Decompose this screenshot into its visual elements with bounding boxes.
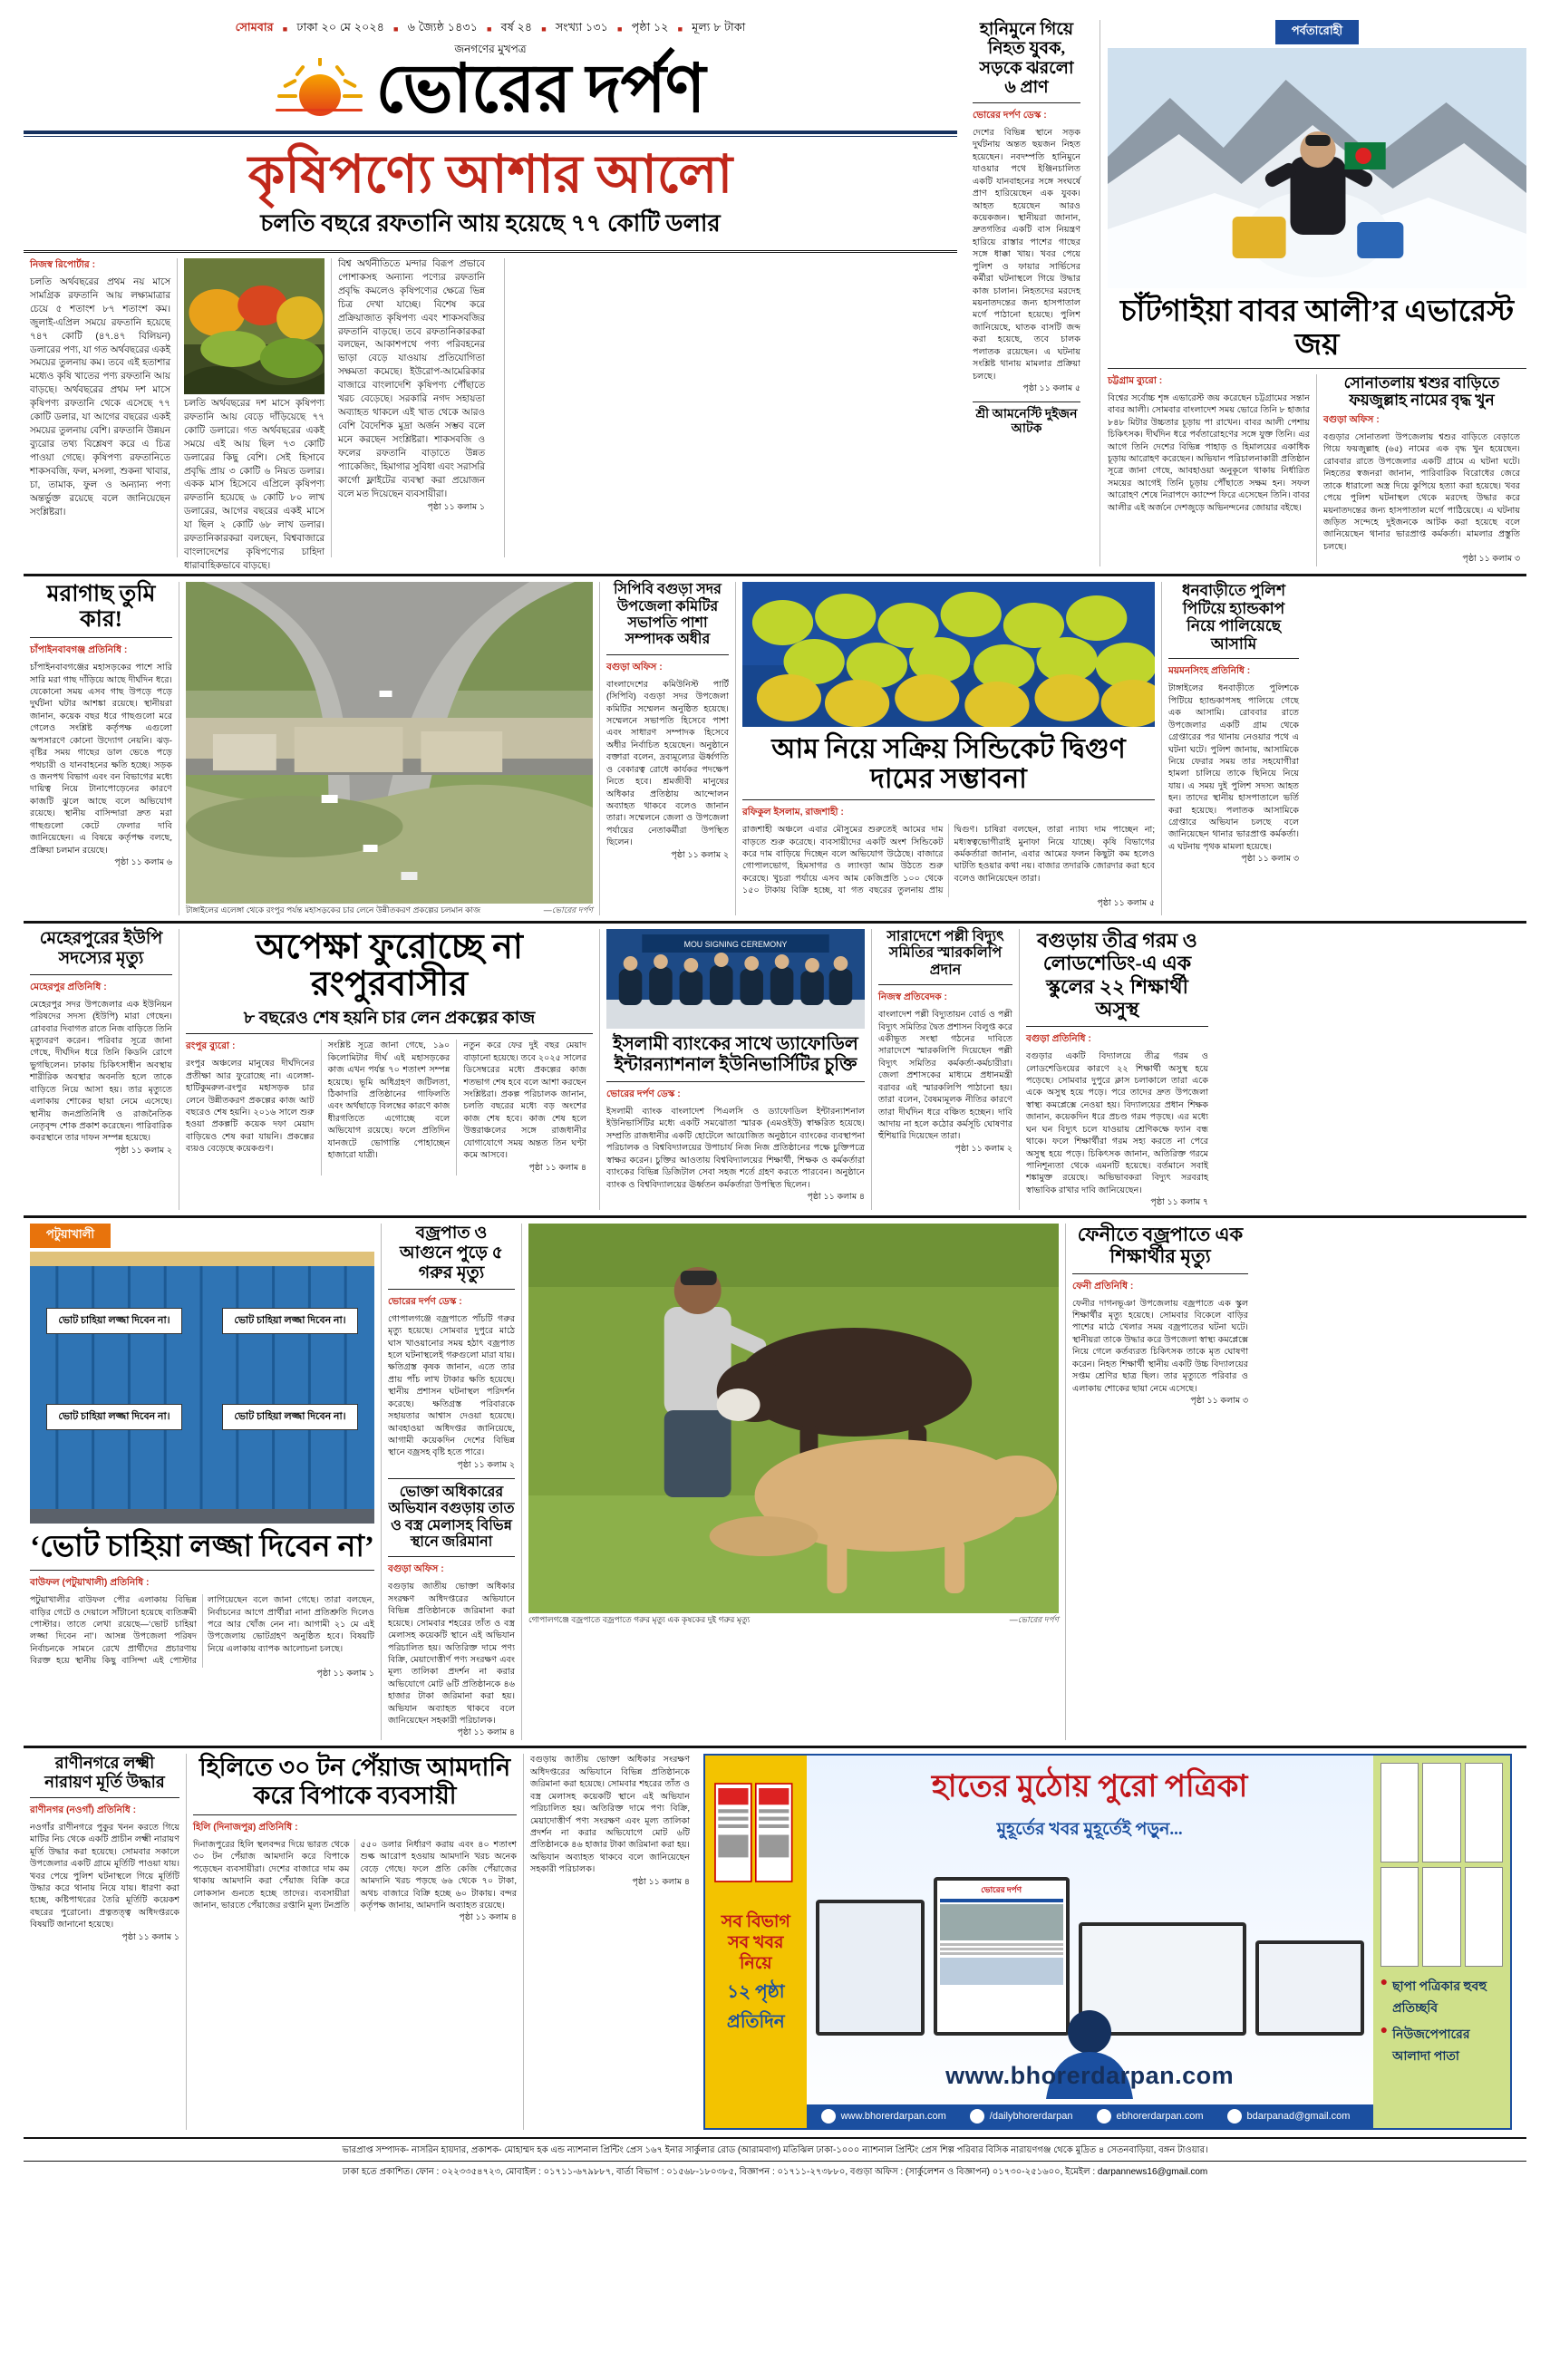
- sonatala-headline: সোনাতলায় শ্বশুর বাড়িতে ফয়জুল্লাহ নামের বৃদ্ধ খুন: [1343, 373, 1500, 410]
- dateline-sep-icon: ■: [393, 24, 399, 34]
- advertisement[interactable]: [696, 1754, 1512, 2130]
- feni-story: [1066, 1224, 1255, 1740]
- islami-headline: ইসলামী ব্যাংকের সাথে ড্যাফোডিল ইন্টারন্যাশনাল ইউনিভার্সিটির চুক্তি: [613, 1034, 858, 1076]
- moragach-story: [24, 582, 179, 915]
- social-text-4: bdarpanad@gmail.com: [1246, 2111, 1351, 2123]
- cpb-jump[interactable]: পৃষ্ঠা ১১ কলাম ২: [671, 849, 729, 860]
- patuakhali-story: [24, 1224, 382, 1740]
- patuakhali-text: পটুয়াখালীর বাউফল পৌর এলাকায় বিভিন্ন বাড়ির গেটে ও দেয়ালে সাঁটানো হয়েছে ব্যতিক্রমী পোস্টার। তাতে লেখা রয়েছে—‘ভোট চাহিয়া লজ্জা দিবেন না’। আসন্ন উপজেলা পরিষদ নির্বাচনকে সামনে রেখে প্রার্থীদের প্রচারণায় বিরক্ত হয়ে স্থানীয় কিছু বাসিন্দা এই পোস্টার লাগিয়েছেন বলে জানা গেছে। তারা বলছেন, নির্বাচনের আগে প্রার্থীরা নানা প্রতিশ্রুতি দিলেও পরে আর খোঁজ নেন না। আগামী ২১ মে এই উপজেলায় ভোটগ্রহণ অনুষ্ঠিত হবে। বিষয়টি নিয়ে এলাকায় ব্যাপক আলোচনা চলছে।: [30, 1595, 374, 1667]
- bridge-caption: [186, 904, 593, 915]
- everest-story: [1100, 20, 1526, 566]
- lead-text-3: বিশ্ব অর্থনীতিতে মন্দার বিরূপ প্রভাবে পোশাকসহ অন্যান্য পণ্যের রফতানি প্রবৃদ্ধি কমলেও কৃষিপণ্যের ক্ষেত্রে ভিন্ন চিত্র দেখা যাচ্ছে। বিশেষ করে প্রক্রিয়াজাত কৃষিপণ্য এবং শাকসবজির রফতানি বাড়ছে। তবে রফতানিকারকরা বলছেন, আকাশপথে পণ্য পরিবহনের ভাড়া বেড়ে যাওয়ায় প্রতিযোগিতা সক্ষমতা কমেছে। ইউরোপ-আমেরিকার বাজারে বাংলাদেশি কৃষিপণ্য পৌঁছাতে খরচ বেড়েছে। সরকারি নগদ সহায়তা অব্যাহত থাকলে এই খাত থেকে আরও বেশি বৈদেশিক মুদ্রা অর্জন সম্ভব বলে মনে করছেন সংশ্লিষ্টরা। শাকসবজি ও ফলের রফতানি বাড়াতে উন্নত প্যাকেজিং, হিমাগার সুবিধা এবং সরাসরি কার্গো ফ্লাইটের ব্যবস্থা করা প্রয়োজন বলে মত দিয়েছেন ব্যবসায়ীরা।: [338, 258, 485, 499]
- ranitinagar-text: নওগাঁর রাণীনগরে পুকুর খনন করতে গিয়ে মাটির নিচ থেকে একটি প্রাচীন লক্ষ্মী নারায়ণ মূর্তি উদ্ধার করা হয়েছে। সোমবার সকালে উপজেলার একটি গ্রামে মূর্তিটি পাওয়া যায়। খবর পেয়ে পুলিশ ঘটনাস্থলে গিয়ে মূর্তিটি উদ্ধার করে থানায় নিয়ে যায়। ধারণা করা হচ্ছে, কষ্টিপাথরের তৈরি মূর্তিটি কয়েকশ বছরের পুরোনো। প্রত্নতত্ত্ব অধিদপ্তরকে বিষয়টি জানানো হয়েছে।: [30, 1822, 179, 1930]
- social-facebook-2[interactable]: [970, 2109, 1073, 2124]
- rangpur-story: [179, 929, 600, 1210]
- mango-text: রাজশাহী অঞ্চলে এবার মৌসুমের শুরুতেই আমের দাম বাড়তে শুরু করেছে। ব্যবসায়ীদের একটি অংশ সিন্ডিকেট করে দাম বাড়িয়ে দিচ্ছেন বলে অভিযোগ উঠেছে। বাজারে গোপালভোগ, হিমসাগর ও ল্যাংড়া আম উঠতে শুরু করেছে। খুচরা পর্যায়ে এসব আম কেজিপ্রতি ১০০ থেকে ১৫০ টাকায় বিক্রি হচ্ছে, যা গত বছরের তুলনায় প্রায় দ্বিগুণ। চাষিরা বলছেন, তারা ন্যায্য দাম পাচ্ছেন না; মধ্যস্বত্বভোগীরাই মুনাফা নিয়ে যাচ্ছে। কৃষি বিভাগের কর্মকর্তারা জানান, এবার আমের ফলন কিছুটা কম হলেও ঘাটতি হওয়ার কথা নয়। বাজার তদারকি জোরদার করা হবে বলেও জানিয়েছেন তারা।: [742, 825, 1155, 896]
- everest-headline: চাঁটগাইয়া বাবর আলী’র এভারেস্ট জয়: [1119, 295, 1515, 362]
- palli-text: বাংলাদেশ পল্লী বিদ্যুতায়ন বোর্ড ও পল্লী বিদ্যুৎ সমিতির দ্বৈত প্রশাসন বিলুপ্ত করে একীভূত সংস্থা গঠনের দাবিতে সারাদেশে স্মারকলিপি দিয়েছেন পল্লী বিদ্যুৎ সমিতির কর্মকর্তা-কর্মচারীরা। জেলা প্রশাসকের মাধ্যমে প্রধানমন্ত্রী বরাবর এই স্মারকলিপি পাঠানো হয়। তারা বলেন, বৈষম্যমূলক নীতির কারণে তারা দীর্ঘদিন ধরে বঞ্চিত হচ্ছেন। দাবি আদায় না হলে কঠোর কর্মসূচি ঘোষণার হুঁশিয়ারি দিয়েছেন তারা।: [878, 1010, 1012, 1142]
- dateline-year: বর্ষ ২৪: [500, 21, 533, 34]
- bogura-heat-headline: ভোক্তা অধিকারের অভিযান বগুড়ায় তাত ও বস্ত্র মেলাসহ বিভিন্ন স্থানে জরিমানা: [388, 1484, 515, 1551]
- cpb-text: বাংলাদেশের কমিউনিস্ট পার্টি (সিপিবি) বগুড়া সদর উপজেলা কমিটির সম্মেলন অনুষ্ঠিত হয়েছে। সম্মেলনে সভাপতি হিসেবে পাশা এবং সাধারণ সম্পাদক হিসেবে অধীর নির্বাচিত হয়েছেন। অনুষ্ঠানে বক্তারা বলেন, দ্রব্যমূল্যের ঊর্ধ্বগতি ও বেকারত্ব রোধে কার্যকর পদক্ষেপ নিতে হবে। শ্রমজীবী মানুষের অধিকার প্রতিষ্ঠায় আন্দোলন অব্যাহত থাকবে বলেও জানান তারা। সম্মেলনে জেলা ও উপজেলা পর্যায়ের নেতাকর্মীরা উপস্থিত ছিলেন।: [606, 679, 729, 848]
- top-right-block: [957, 20, 1526, 566]
- feni-byline: ফেনী প্রতিনিধি :: [1072, 1280, 1134, 1292]
- lead-col-2: [178, 258, 332, 571]
- ad-url[interactable]: www.bhorerdarpan.com: [945, 2062, 1235, 2090]
- cpb-headline: সিপিবি বগুড়া সদর উপজেলা কমিটির সভাপতি পাশা সম্পাদক অধীর: [613, 582, 722, 648]
- meherpur-text: মেহেরপুর সদর উপজেলার এক ইউনিয়ন পরিষদের সদস্য (ইউপি) মারা গেছেন। রোববার দিবাগত রাতে নিজ বাড়িতে তিনি মৃত্যুবরণ করেন। পরিবার সূত্রে জানা গেছে, দীর্ঘদিন ধরে তিনি কিডনি রোগে ভুগছিলেন। ঢাকায় চিকিৎসাধীন অবস্থায় শারীরিক অবস্থার অবনতি হলে তাকে বাড়িতে নিয়ে আসা হয়। তার মৃত্যুতে এলাকায় শোকের ছায়া নেমে এসেছে। স্থানীয় জনপ্রতিনিধি ও রাজনৈতিক নেতৃবৃন্দ শোক প্রকাশ করেছেন। পারিবারিক কবরস্থানে তার দাফন সম্পন্ন হয়েছে।: [30, 999, 172, 1144]
- mango-story: [736, 582, 1162, 915]
- sonatala-jump[interactable]: পৃষ্ঠা ১১ কলাম ৩: [1462, 554, 1520, 565]
- dateline-sep-icon: ■: [617, 24, 623, 34]
- moragach-byline: চাঁপাইনবাবগঞ্জ প্রতিনিধি :: [30, 644, 128, 656]
- mou-photo: [606, 929, 865, 1029]
- hili-story: [187, 1754, 524, 2130]
- dateline-day: সোমবার: [235, 21, 274, 34]
- cpb-byline: বগুড়া অফিস :: [606, 661, 663, 672]
- ad-left-strip: [705, 1756, 807, 2128]
- feni-headline: ফেনীতে বজ্রপাতে এক শিক্ষার্থীর মৃত্যু: [1077, 1224, 1244, 1268]
- cow-photo-block: [522, 1224, 1066, 1740]
- hanimoon-text: দেশের বিভিন্ন স্থানে সড়ক দুর্ঘটনায় অন্তত ছয়জন নিহত হয়েছেন। নবদম্পতি হানিমুনে যাওয়ার পথে ইঞ্জিনচালিত একটি যানবাহনের সঙ্গে সংঘর্ষে প্রাণ হারিয়েছেন এক যুবক। আহত হয়েছেন আরও কয়েকজন। স্থানীয়রা জানান, দ্রুতগতির একটি বাস নিয়ন্ত্রণ হারিয়ে রাস্তার পাশের গাছের সঙ্গে ধাক্কা খায়। খবর পেয়ে পুলিশ ও ফায়ার সার্ভিসের কর্মীরা ঘটনাস্থলে গিয়ে উদ্ধার কাজ চালান। নিহতদের মরদেহ ময়নাতদন্তের জন্য হাসপাতাল মর্গে পাঠানো হয়েছে। পুলিশ জানিয়েছে, ঘাতক বাসটি জব্দ করা হয়েছে, তবে চালক পলাতক রয়েছেন। এ ঘটনায় সংশ্লিষ্ট থানায় মামলার প্রক্রিয়া চলছে।: [973, 128, 1080, 382]
- bridge-caption-credit: —ভোরের দর্পণ: [543, 905, 593, 915]
- hanimoon-story: [966, 20, 1087, 566]
- bullet-icon: ●: [1380, 2024, 1389, 2038]
- ad-headline: হাতের মুঠোয় পুরো পত্রিকা: [931, 1770, 1248, 1804]
- moragach-headline: মরাগাছ তুমি কার!: [46, 582, 156, 632]
- ranitinagar-story: [24, 1754, 187, 2130]
- bogura-school-byline: বগুড়া প্রতিনিধি :: [1026, 1033, 1091, 1045]
- islami-text: ইসলামী ব্যাংক বাংলাদেশ পিএলসি ও ড্যাফোডিল ইন্টারন্যাশনাল ইউনিভার্সিটির মধ্যে একটি সমঝোতা স্মারক (এমওইউ) স্বাক্ষরিত হয়েছে। সম্প্রতি রাজধানীর একটি হোটেলে আয়োজিত অনুষ্ঠানে ব্যাংকের ব্যবস্থাপনা পরিচালক ও বিশ্ববিদ্যালয়ের উপাচার্য নিজ নিজ প্রতিষ্ঠানের পক্ষে চুক্তিপত্রে স্বাক্ষর করেন। চুক্তির আওতায় বিশ্ববিদ্যালয়ের শিক্ষার্থী, শিক্ষক ও কর্মকর্তারা ব্যাংকের বিভিন্ন ডিজিটাল সেবা সহজ শর্তে গ্রহণ করতে পারবেন। অনুষ্ঠানে ব্যাংক ও বিশ্ববিদ্যালয়ের ঊর্ধ্বতন কর্মকর্তারা উপস্থিত ছিলেন।: [606, 1107, 865, 1190]
- meherpur-story: [24, 929, 179, 1210]
- bogura-heat-text: বগুড়ায় জাতীয় ভোক্তা অধিকার সংরক্ষণ অধিদপ্তরের অভিযানে বিভিন্ন প্রতিষ্ঠানকে জরিমানা করা হয়েছে। সোমবার শহরের তাঁত ও বস্ত্র মেলাসহ কয়েকটি স্থানে এই অভিযান পরিচালিত হয়। অতিরিক্ত দামে পণ্য বিক্রি, মেয়াদোত্তীর্ণ পণ্য সংরক্ষণ এবং মূল্য তালিকা প্রদর্শন না করার অভিযোগে মোট ৬টি প্রতিষ্ঠানকে ৪৬ হাজার টাকা জরিমানা করা হয়। অভিযান অব্যাহত থাকবে বলে জানিয়েছেন সহকারী পরিচালক।: [388, 1582, 515, 1727]
- cow-caption: [528, 1613, 1059, 1625]
- palli-jump[interactable]: পৃষ্ঠা ১১ কলাম ২: [954, 1143, 1012, 1154]
- sonatala-text: বগুড়ার সোনাতলা উপজেলায় শ্বশুর বাড়িতে বেড়াতে গিয়ে ফয়জুল্লাহ (৬৫) নামের এক বৃদ্ধ খুন হয়েছেন। রোববার রাতে উপজেলার একটি গ্রামে এ ঘটনা ঘটে। নিহতের স্বজনরা জানান, পারিবারিক বিরোধের জেরে তাকে ধারালো অস্ত্র দিয়ে কুপিয়ে হত্যা করা হয়েছে। খবর পেয়ে পুলিশ ঘটনাস্থল থেকে মরদেহ উদ্ধার করে ময়নাতদন্তের জন্য হাসপাতাল মর্গে পাঠিয়েছে। এ ঘটনায় জড়িত সন্দেহে দুইজনকে আটক করা হয়েছে বলে জানিয়েছেন থানার ভারপ্রাপ্ত কর্মকর্তা। মামলার প্রস্তুতি চলছে।: [1322, 432, 1520, 552]
- lead-photo: [184, 258, 325, 394]
- hanimoon-jump[interactable]: পৃষ্ঠা ১১ কলাম ৫: [1022, 382, 1080, 393]
- everest-ribbon: পর্বতারোহী: [1275, 20, 1359, 44]
- hanimoon-byline: ভোরের দর্পণ ডেস্ক :: [973, 110, 1047, 121]
- bogura-heat-byline: বগুড়া অফিস :: [388, 1563, 444, 1575]
- rangpur-headline: অপেক্ষা ফুরোচ্ছে না রংপুরবাসীর: [256, 928, 523, 1004]
- ad-subheadline: মুহূর্তের খবর মুহূর্তেই পড়ুন...: [996, 1820, 1183, 1840]
- hanimoon-headline: হানিমুনে গিয়ে নিহত যুবক, সড়কে ঝরলো ৬ প্রাণ: [979, 20, 1074, 97]
- rangpur-subheadline: ৮ বছরেও শেষ হয়নি চার লেন প্রকল্পের কাজ: [243, 1009, 536, 1029]
- rangpur-jump[interactable]: পৃষ্ঠা ১১ কলাম ৪: [528, 1162, 586, 1173]
- ad-center: [807, 1756, 1373, 2128]
- meherpur-jump[interactable]: পৃষ্ঠা ১১ কলাম ২: [114, 1145, 172, 1156]
- ad-phone: [1255, 1940, 1364, 2036]
- band-five-filler: [524, 1754, 696, 2130]
- lead-text-1: চলতি অর্থবছরের প্রথম নয় মাসে সামগ্রিক রফতানি আয় লক্ষ্যমাত্রার চেয়ে ৫ শতাংশ ৮৭ শতাংশ কম। জুলাই-এপ্রিল সময়ে রফতানি হয়েছে ৭৪৭ কোটি (৪৭.৪৭ বিলিয়ন) ডলারের পণ্য, যা গত অর্থবছরের একই সময়ের তুলনায় কম। তবে এই হতাশার মধ্যেও কৃষি খাতের পণ্য রফতানি আয় বাড়ছে। অর্থবছরের প্রথম দশ মাসে কৃষিপণ্য রফতানি থেকে এসেছে ৭৭ কোটি ডলার, যা আগের বছরের একই সময়ের তুলনায় বেশি। রফতানি উন্নয়ন ব্যুরোর তথ্য বিশ্লেষণ করে এ চিত্র পাওয়া গেছে। কৃষিপণ্য রফতানিতে শাকসবজি, ফল, মসলা, শুকনা খাবার, চা, তামাক, ফুল ও অন্যান্য পণ্য অন্তর্ভুক্ত রয়েছে বলে জানিয়েছেন সংশ্লিষ্টরা।: [30, 276, 170, 518]
- social-text-1: www.bhorerdarpan.com: [840, 2111, 946, 2123]
- cow-caption-text: গোপালগঞ্জে বজ্রপাতে বজ্রপাতে গরুর মৃত্যু এক কৃষকের দুই গরুর মৃত্যু: [528, 1615, 751, 1625]
- dateline-price: মূল্য ৮ টাকা: [692, 21, 746, 34]
- svg-text:MOU SIGNING CEREMONY: MOU SIGNING CEREMONY: [683, 939, 788, 950]
- cpb-story: [600, 582, 736, 915]
- patuakhali-ribbon: পটুয়াখালী: [30, 1224, 111, 1248]
- masthead-title: ভোরের দর্পণ: [375, 53, 705, 127]
- social-twitter[interactable]: [1097, 2109, 1204, 2124]
- ad-tablet: [816, 1900, 925, 2036]
- band-five: [24, 1754, 1526, 2130]
- lead-jump[interactable]: পৃষ্ঠা ১১ কলাম ১: [427, 502, 485, 513]
- twitter-icon: [1097, 2109, 1111, 2124]
- ad-bullet-1: ● ছাপা পত্রিকার হুবহু প্রতিচ্ছবি: [1380, 1976, 1487, 2017]
- dateline-sep-icon: ■: [487, 24, 492, 34]
- masthead-main: [24, 20, 957, 571]
- patuakhali-jump[interactable]: পৃষ্ঠা ১১ কলাম ১: [316, 1668, 374, 1679]
- hili-jump[interactable]: পৃষ্ঠা ১১ কলাম ৪: [459, 1912, 517, 1923]
- ad-side-label: সব বিভাগ সব খবর নিয়ে: [721, 1912, 790, 1974]
- ad-right-strip: [1373, 1756, 1510, 2128]
- mango-photo: [742, 582, 1155, 727]
- facebook-icon: [821, 2109, 836, 2124]
- lightning-headline: বজ্রপাত ও আগুনে পুড়ে ৫ গরুর মৃত্যু: [400, 1224, 503, 1282]
- masthead: [24, 20, 1526, 571]
- lightning-byline: ভোরের দর্পণ ডেস্ক :: [388, 1295, 462, 1307]
- sonatala-byline: বগুড়া অফিস :: [1322, 414, 1380, 425]
- dateline-issue: সংখ্যা ১৩১: [555, 21, 608, 34]
- mango-headline: আম নিয়ে সক্রিয় সিন্ডিকেট দ্বিগুণ দামের সম্ভাবনা: [771, 734, 1126, 795]
- dateline-sep-icon: ■: [282, 24, 288, 34]
- masthead-tagline: জনগণের মুখপত্র: [454, 43, 527, 55]
- rangpur-byline: রংপুর ব্যুরো :: [186, 1040, 236, 1052]
- ranitinagar-jump[interactable]: পৃষ্ঠা ১১ কলাম ১: [121, 1931, 179, 1942]
- bogura-school-text: বগুড়ার একটি বিদ্যালয়ে তীব্র গরম ও লোডশেডিংয়ের কারণে ২২ শিক্ষার্থী অসুস্থ হয়ে পড়েছে। সোমবার দুপুরে ক্লাস চলাকালে তারা একে একে অসুস্থ হয়ে পড়ে। পরে তাদের দ্রুত উপজেলা স্বাস্থ্য কমপ্লেক্সে নেওয়া হয়। বিদ্যালয়ের প্রধান শিক্ষক জানান, কয়েকদিন ধরে প্রচণ্ড গরম পড়ছে। এর মধ্যে ঘন ঘন বিদ্যুৎ চলে যাওয়ায় শ্রেণিকক্ষে ফ্যান বন্ধ থাকে। ফলে শিক্ষার্থীরা গরম সহ্য করতে না পেরে অসুস্থ হয়ে পড়ে। চিকিৎসক জানান, অতিরিক্ত গরমে পানিশূন্যতা থেকে এমনটি হয়েছে। বর্তমানে সবাই শঙ্কামুক্ত রয়েছে। অভিভাবকরা বিদ্যুৎ সরবরাহ স্বাভাবিক রাখার দাবি জানিয়েছেন।: [1026, 1051, 1208, 1195]
- amnesty-headline: শ্রী আমনেস্টি দুইজন আটক: [975, 407, 1078, 436]
- dhanbari-text: টাঙ্গাইলের ধনবাড়ীতে পুলিশকে পিটিয়ে হ্যান্ডকাপসহ পালিয়ে গেছে এক আসামি। রোববার রাতে উপজেলার একটি গ্রাম থেকে গ্রেপ্তারের পর থানায় নেওয়ার পথে এ ঘটনা ঘটে। পুলিশ জানায়, আসামিকে নিয়ে ফেরার সময় তার সহযোগীরা হামলা চালিয়ে তাকে ছিনিয়ে নিয়ে যায়। এ সময় দুই পুলিশ সদস্য আহত হন। তাদের স্থানীয় হাসপাতালে ভর্তি করা হয়েছে। পলাতক আসামিকে গ্রেপ্তারে অভিযান চলছে বলে জানিয়েছেন থানার ভারপ্রাপ্ত কর্মকর্তা। এ ঘটনায় পৃথক মামলা হয়েছে।: [1168, 683, 1299, 852]
- meherpur-headline: মেহেরপুরের ইউপি সদস্যের মৃত্যু: [39, 929, 163, 968]
- bogura-school-jump[interactable]: পৃষ্ঠা ১১ কলাম ৭: [1150, 1197, 1208, 1208]
- bullet-icon: ●: [1380, 1976, 1389, 1990]
- social-facebook-1[interactable]: [821, 2109, 946, 2124]
- poster-3: ভোট চাহিয়া লজ্জা দিবেন না।: [46, 1404, 182, 1430]
- ad-bullet-2: ● নিউজপেপারের আলাদা পাতা: [1380, 2024, 1470, 2065]
- footer-line-1: ভারপ্রাপ্ত সম্পাদক- নাসরিন হায়দার, প্রকাশক- মোহাম্মদ হক এন্ড ন্যাশনাল প্রিন্টিং প্রেস ১৬৭ ইনার সার্কুলার রোড (আরামবাগ) মতিঝিল ঢাকা-১০০০ ন্যাশনাল প্রিন্টিং প্রেস শিল্প পরিবার বিসিক নারায়ণগঞ্জ থেকে মুদ্রিত ৪ সেতনবাড়িয়া, বঙ্গন টাওয়ার।: [342, 2145, 1208, 2156]
- dateline-date: ঢাকা ২০ মে ২০২৪: [296, 21, 385, 34]
- palli-story: [872, 929, 1020, 1210]
- feni-jump[interactable]: পৃষ্ঠা ১১ কলাম ৩: [1190, 1395, 1248, 1406]
- islami-jump[interactable]: পৃষ্ঠা ১১ কলাম ৪: [807, 1191, 865, 1202]
- hili-text: দিনাজপুরের হিলি স্থলবন্দর দিয়ে ভারত থেকে ৩০ টন পেঁয়াজ আমদানি করে বিপাকে পড়েছেন ব্যবসায়ীরা। দেশের বাজারে দাম কম থাকায় আমদানি করা পেঁয়াজ বিক্রি করে লোকসান গুনতে হচ্ছে তাদের। ব্যবসায়ীরা জানান, ভারতে পেঁয়াজের রপ্তানি মূল্য টনপ্রতি ৫৫০ ডলার নির্ধারণ করায় এবং ৪০ শতাংশ শুল্ক আরোপ হওয়ায় আমদানি খরচ অনেক বেড়ে গেছে। ফলে প্রতি কেজি পেঁয়াজের আমদানি খরচ পড়ছে ৬৬ থেকে ৭০ টাকা, অথচ বাজারে বিক্রি হচ্ছে ৬০ টাকায়। বন্দর কর্তৃপক্ষ জানায়, আমদানি অব্যাহত রয়েছে।: [193, 1839, 517, 1911]
- lead-headline: কৃষিপণ্যে আশার আলো: [247, 145, 733, 204]
- everest-text: বিশ্বের সর্বোচ্চ শৃঙ্গ এভারেস্ট জয় করেছেন চট্টগ্রামের সন্তান বাবর আলী। সোমবার বাংলাদেশ সময় ভোরে তিনি ৮ হাজার ৮৪৮ মিটার উচ্চতার চূড়ায় পা রাখেন। বাবর আলী পেশায় চিকিৎসক। দীর্ঘদিন ধরে পর্বতারোহণের সঙ্গে যুক্ত তিনি। এর আগে তিনি দেশের বিভিন্ন পাহাড় ও হিমালয়ের একাধিক চূড়ায় আরোহণ করেছেন। অভিযান পরিচালনাকারী প্রতিষ্ঠান সূত্রে জানা গেছে, আবহাওয়া অনুকূলে থাকায় নির্ধারিত সময়ের আগেই তিনি চূড়ায় পৌঁছাতে সক্ষম হন। সফল আরোহণ শেষে নিরাপদে ক্যাম্পে ফিরে এসেছেন তিনি। বাবর আলীর এই অর্জনে দেশজুড়ে অভিনন্দনের জোয়ার বইছে।: [1108, 392, 1310, 513]
- hili-headline: হিলিতে ৩০ টন পেঁয়াজ আমদানি করে বিপাকে ব্যবসায়ী: [199, 1754, 511, 1809]
- mail-icon: [1227, 2109, 1242, 2124]
- cow-caption-credit: —ভোরের দর্পণ: [1009, 1615, 1059, 1625]
- palli-headline: সারাদেশে পল্লী বিদ্যুৎ সমিতির স্মারকলিপি প্রদান: [886, 929, 1004, 978]
- patuakhali-photo: [30, 1252, 374, 1524]
- page-footer: [24, 2137, 1526, 2179]
- lead-text-2: চলতি অর্থবছরের দশ মাসে কৃষিপণ্য রফতানি আয় বেড়ে দাঁড়িয়েছে ৭৭ কোটি ডলারে। গত অর্থবছরের একই সময়ে এই আয় ছিল ৭৩ কোটি ডলারের কিছু বেশি। সেই হিসাবে প্রবৃদ্ধি প্রায় ৩ কোটি ৬ নিয়ত ডলার। একক মাস হিসেবে এপ্রিলে কৃষিপণ্য রফতানি হয়েছে ৬ কোটি ৮০ লাখ ডলারের, আগের বছরের একই মাসে যা ছিল ২ কোটি ৬৮ লাখ ডলার। রফতানিকারকরা বলছেন, বিশ্ববাজারে বাংলাদেশের কৃষিপণ্যের চাহিদা ধারাবাহিকভাবে বাড়ছে।: [184, 398, 325, 571]
- bridge-photo-block: [179, 582, 600, 915]
- ad-social-bar: [807, 2104, 1373, 2128]
- dateline-sep-icon: ■: [541, 24, 547, 34]
- social-text-2: /dailybhorerdarpan: [989, 2111, 1073, 2123]
- hili-byline: হিলি (দিনাজপুর) প্রতিনিধি :: [193, 1821, 298, 1833]
- feni-text: ফেনীর দাগনভূঞা উপজেলায় বজ্রপাতে এক স্কুল শিক্ষার্থীর মৃত্যু হয়েছে। সোমবার বিকেলে বাড়ির পাশের মাঠে খেলার সময় বজ্রপাতের ঘটনা ঘটে। স্থানীয়রা তাকে উদ্ধার করে উপজেলা স্বাস্থ্য কমপ্লেক্সে নিয়ে গেলে কর্তব্যরত চিকিৎসক তাকে মৃত ঘোষণা করেন। নিহত শিক্ষার্থী স্থানীয় একটি উচ্চ বিদ্যালয়ের সপ্তম শ্রেণির ছাত্র ছিল। তার মৃত্যুতে পরিবার ও এলাকায় শোকের ছায়া নেমে এসেছে।: [1072, 1298, 1248, 1394]
- rangpur-text-2: সংশ্লিষ্ট সূত্রে জানা গেছে, ১৯০ কিলোমিটার দীর্ঘ এই মহাসড়কের কাজ এখন পর্যন্ত ৭০ শতাংশ সম্পন্ন হয়েছে। ভূমি অধিগ্রহণ জটিলতা, ঠিকাদারি প্রতিষ্ঠানের গাফিলতি এবং অর্থছাড়ে বিলম্বের কারণে কাজ ধীরগতিতে এগোচ্ছে বলে অভিযোগ রয়েছে। ফলে প্রতিদিন যানজটে ভোগান্তি পোহাচ্ছেন হাজারো যাত্রী।: [327, 1040, 450, 1161]
- bogura-school-headline: বগুড়ায় তীব্র গরম ও লোডশেডিং-এ এক স্কুলের ২২ শিক্ষার্থী অসুস্থ: [1037, 929, 1197, 1021]
- sunrise-icon: [276, 58, 363, 121]
- band-four: [24, 1224, 1526, 1740]
- poster-4: ভোট চাহিয়া লজ্জা দিবেন না।: [222, 1404, 358, 1430]
- lead-subheadline: চলতি বছরে রফতানি আয় হয়েছে ৭৭ কোটি ডলার: [260, 209, 721, 237]
- everest-photo: [1108, 48, 1526, 288]
- dhanbari-byline: ময়মনসিংহ প্রতিনিধি :: [1168, 665, 1251, 677]
- dateline-pages: পৃষ্ঠা ১২: [631, 21, 669, 34]
- ranitinagar-headline: রাণীনগরে লক্ষ্মী নারায়ণ মূর্তি উদ্ধার: [44, 1754, 165, 1792]
- dateline: [24, 20, 957, 38]
- islami-story: [600, 929, 872, 1210]
- lightning-story: [382, 1224, 522, 1740]
- facebook-icon: [970, 2109, 984, 2124]
- poster-1: ভোট চাহিয়া লজ্জা দিবেন না।: [46, 1308, 182, 1334]
- masthead-logo-row: [24, 53, 957, 127]
- dhanbari-headline: ধনবাড়ীতে পুলিশ পিটিয়ে হ্যান্ডকাপ নিয়ে পালিয়েছে আসামি: [1181, 582, 1286, 653]
- ad-paper-name: ভোরের দর্পণ: [981, 1885, 1022, 1895]
- cow-photo: [528, 1224, 1059, 1613]
- social-mail[interactable]: [1227, 2109, 1351, 2124]
- bogura-school-story: [1020, 929, 1215, 1210]
- bridge-photo: [186, 582, 593, 904]
- social-text-3: ebhorerdarpan.com: [1116, 2111, 1204, 2123]
- ranitinagar-byline: রাণীনগর (নওগাঁ) প্রতিনিধি :: [30, 1804, 137, 1815]
- dhanbari-jump[interactable]: পৃষ্ঠা ১১ কলাম ৩: [1241, 854, 1299, 865]
- moragach-jump[interactable]: পৃষ্ঠা ১১ কলাম ৬: [114, 856, 172, 867]
- mango-byline: রফিকুল ইসলাম, রাজশাহী :: [742, 807, 844, 818]
- lead-col-3: [332, 258, 491, 557]
- footer-line-2: ঢাকা হতে প্রকাশিত। ফোন : ০২২৩৩৫৪৭২৩, মোবাইল : ০১৭১১-৬৭৯৮৮৭, বার্তা বিভাগ : ০১৫৬৮-১৮০৩৮৫, বিজ্ঞাপন : ০১৭১১-২৭৩৮৮০, বগুড়া অফিস : (সার্কুলেশন ও বিজ্ঞাপন) ০১৭৩০-২৫১৬০০, ইমেইল : darpannews16@gmail.com: [24, 2161, 1526, 2179]
- everest-byline: চট্টগ্রাম ব্যুরো :: [1108, 374, 1163, 386]
- band-five-jump[interactable]: পৃষ্ঠা ১১ কলাম ৪: [632, 1876, 690, 1887]
- lead-byline: নিজস্ব রিপোর্টার :: [30, 258, 96, 270]
- mango-jump[interactable]: পৃষ্ঠা ১১ কলাম ৫: [1097, 897, 1155, 908]
- lead-col-1: [24, 258, 178, 557]
- patuakhali-byline: বাউফল (পটুয়াখালী) প্রতিনিধি :: [30, 1577, 150, 1589]
- dhanbari-story: [1162, 582, 1305, 915]
- palli-byline: নিজস্ব প্রতিবেদক :: [878, 992, 948, 1003]
- band-three: [24, 929, 1526, 1210]
- dateline-sep-icon: ■: [677, 24, 683, 34]
- band-two: [24, 582, 1526, 915]
- patuakhali-headline: ‘ভোট চাহিয়া লজ্জা দিবেন না’: [30, 1531, 374, 1564]
- lightning-jump[interactable]: পৃষ্ঠা ১১ কলাম ২: [457, 1459, 515, 1470]
- bridge-caption-text: টাঙ্গাইলের এলেঙ্গা থেকে রংপুর পর্যন্ত মহাসড়কের চার লেনে উন্নীতকরণ প্রকল্পের চলমান কাজ: [186, 905, 481, 915]
- bogura-heat-jump[interactable]: পৃষ্ঠা ১১ কলাম ৪: [457, 1727, 515, 1738]
- lightning-text: গোপালগঞ্জে বজ্রপাতে পাঁচটি গরুর মৃত্যু হয়েছে। সোমবার দুপুরে মাঠে ঘাস খাওয়ানোর সময় হঠাৎ বজ্রপাত হলে ঘটনাস্থলেই গরুগুলো মারা যায়। ক্ষতিগ্রস্ত কৃষক জানান, এতে তার প্রায় পাঁচ লাখ টাকার ক্ষতি হয়েছে। স্থানীয় প্রশাসন ঘটনাস্থল পরিদর্শন করেছে। ক্ষতিগ্রস্ত পরিবারকে সহায়তার আশ্বাস দেওয়া হয়েছে। আবহাওয়া অধিদপ্তর জানিয়েছে, আগামী কয়েকদিন দেশের বিভিন্ন স্থানে বজ্রসহ বৃষ্টি হতে পারে।: [388, 1313, 515, 1458]
- ad-pages-label: ১২ পৃষ্ঠা প্রতিদিন: [726, 1981, 785, 2032]
- meherpur-byline: মেহেরপুর প্রতিনিধি :: [30, 981, 107, 992]
- moragach-text: চাঁপাইনবাবগঞ্জের মহাসড়কের পাশে সারি সারি মরা গাছ দাঁড়িয়ে আছে দীর্ঘদিন ধরে। যেকোনো সময় এসব গাছ উপড়ে পড়ে দুর্ঘটনা ঘটার আশঙ্কা রয়েছে। স্থানীয়রা জানান, কয়েক বছর ধরে গাছগুলো মরে গেলেও সংশ্লিষ্ট কর্তৃপক্ষ এগুলো অপসারণে কোনো উদ্যোগ নেয়নি। ঝড়-বৃষ্টির সময় গাছের ডাল ভেঙে পড়ে পথচারী ও যানবাহনের ক্ষতি হচ্ছে। সড়ক ও জনপথ বিভাগ এবং বন বিভাগের মধ্যে দায়িত্ব নিয়ে টানাপোড়েনের কারণে কাজটি ঝুলে আছে বলে অভিযোগ রয়েছে। স্থানীয় বাসিন্দারা দ্রুত মরা গাছগুলো কেটে ফেলার দাবি জানিয়েছেন। এ বিষয়ে কর্তৃপক্ষ বলছে, প্রক্রিয়া চলমান রয়েছে।: [30, 663, 172, 856]
- rangpur-text-1: রংপুর অঞ্চলের মানুষের দীর্ঘদিনের প্রতীক্ষা আর ফুরোচ্ছে না। এলেঙ্গা-হাটিকুমরুল-রংপুর মহাসড়ক চার লেনে উন্নীতকরণ প্রকল্পের কাজ আট বছরেও শেষ হয়নি। ২০১৬ সালে শুরু হওয়া প্রকল্পটি কয়েক দফা মেয়াদ বাড়িয়েও শেষ করা যায়নি। প্রকল্পের ব্যয়ও বেড়েছে কয়েকগুণ।: [186, 1059, 315, 1155]
- dateline-bangla-date: ৬ জ্যৈষ্ঠ ১৪৩১: [407, 21, 479, 34]
- rangpur-text-3: নতুন করে ফের দুই বছর মেয়াদ বাড়ানো হয়েছে। তবে ২০২৫ সালের ডিসেম্বরের মধ্যে প্রকল্পের কাজ শতভাগ শেষ হবে বলে আশা করছেন সংশ্লিষ্টরা। প্রকল্প পরিচালক জানান, চলতি বছরের মধ্যে বড় অংশের কাজ শেষ হবে। কাজ শেষ হলে উত্তরাঞ্চলের সঙ্গে রাজধানীর যোগাযোগে সময় অন্তত তিন ঘণ্টা কমে আসবে।: [463, 1040, 586, 1161]
- poster-2: ভোট চাহিয়া লজ্জা দিবেন না।: [222, 1308, 358, 1334]
- islami-byline: ভোরের দর্পণ ডেস্ক :: [606, 1088, 681, 1100]
- band-five-text: বগুড়ায় জাতীয় ভোক্তা অধিকার সংরক্ষণ অধিদপ্তরের অভিযানে বিভিন্ন প্রতিষ্ঠানকে জরিমানা করা হয়েছে। সোমবার শহরের তাঁত ও বস্ত্র মেলাসহ কয়েকটি স্থানে এই অভিযান পরিচালিত হয়। অতিরিক্ত দামে পণ্য বিক্রি, মেয়াদোত্তীর্ণ পণ্য সংরক্ষণ এবং মূল্য তালিকা প্রদর্শন না করার অভিযোগে মোট ৬টি প্রতিষ্ঠানকে ৪৬ হাজার টাকা জরিমানা করা হয়। অভিযান অব্যাহত থাকবে বলে জানিয়েছেন সহকারী পরিচালক।: [530, 1755, 690, 1875]
